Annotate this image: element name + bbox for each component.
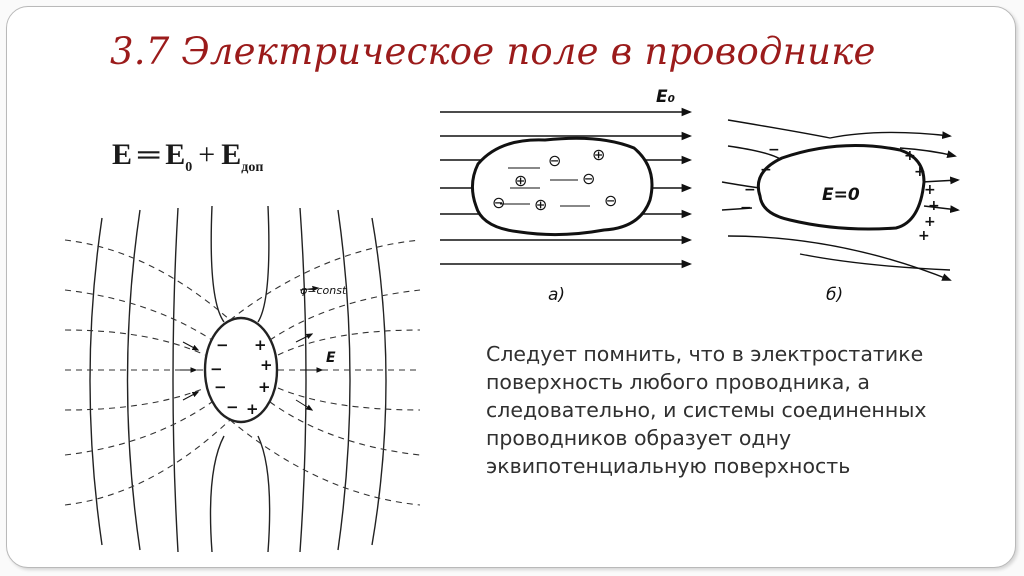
formula-edop-sub: доп (241, 160, 264, 175)
b-minus-charge: − (768, 142, 780, 158)
left-minus-charge: − (210, 360, 223, 378)
phi-const-label: φ=const (300, 284, 347, 297)
a-charge: ⊕ (534, 195, 548, 214)
a-charge: ⊖ (582, 169, 596, 188)
left-plus-charge: + (246, 400, 259, 418)
a-charge: ⊖ (548, 151, 562, 170)
a-charge: ⊕ (514, 171, 528, 190)
b-plus-charge: + (918, 228, 930, 244)
formula-plus: + (198, 138, 216, 171)
left-plus-charge: + (260, 356, 273, 374)
a-charge: ⊖ (604, 191, 618, 210)
b-plus-charge: + (904, 148, 916, 164)
figure-a-caption: а) (548, 285, 566, 305)
left-minus-charge: − (214, 378, 227, 396)
a-charge: ⊕ (592, 145, 606, 164)
left-minus-charge: − (226, 398, 239, 416)
a-charge: ⊖ (492, 193, 506, 212)
formula-e0-sub: 0 (185, 160, 193, 175)
formula-equals: ═ (138, 138, 160, 171)
formula-e0-base: E (165, 138, 186, 171)
b-plus-charge: + (914, 164, 926, 180)
body-text: Следует помнить, что в электростатике поверхность любого проводника, а следовательно, и системы соединенных проводников образует одну эквипотенциальную поверхность (486, 342, 927, 478)
b-minus-charge: − (760, 162, 772, 178)
slide-title: 3.7 Электрическое поле в проводнике (110, 30, 876, 73)
b-minus-charge: − (744, 182, 756, 198)
figure-b-caption: б) (826, 285, 844, 305)
left-plus-charge: + (258, 378, 271, 396)
b-minus-charge: − (740, 200, 752, 216)
b-plus-charge: + (928, 198, 940, 214)
inside-e-zero-label: E=0 (822, 185, 860, 205)
e-field-label: E (326, 350, 336, 366)
b-plus-charge: + (924, 214, 936, 230)
e0-label: E₀ (656, 87, 676, 107)
left-plus-charge: + (254, 336, 267, 354)
left-minus-charge: − (216, 336, 229, 354)
b-plus-charge: + (924, 182, 936, 198)
formula-edop-base: E (221, 138, 242, 171)
formula-e: E (112, 138, 133, 171)
